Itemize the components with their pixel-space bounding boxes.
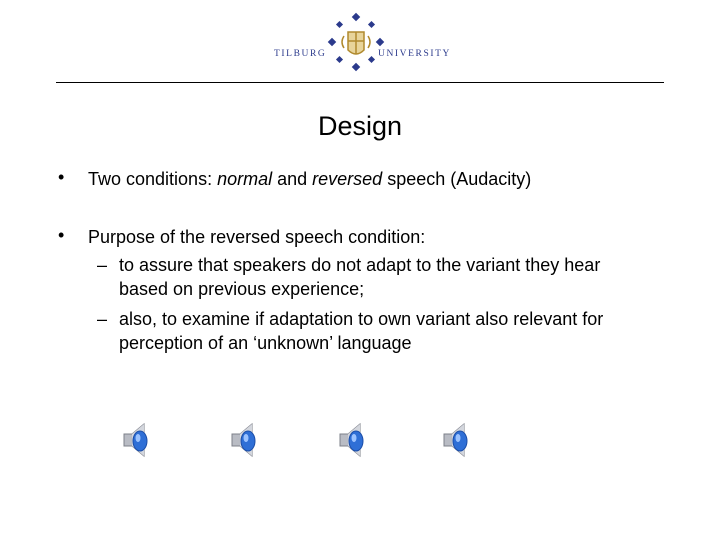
bullet-purpose: Purpose of the reversed speech condition: [88,227,426,247]
speaker-icon [228,420,264,460]
sub2-line2: perception of an ‘unknown’ language [119,333,412,353]
bullet1-normal: normal [217,169,273,189]
sub1-line1: to assure that speakers do not adapt to the variant they hear [119,255,601,275]
speaker-icon [336,420,372,460]
sub-bullet-2 [119,307,679,355]
audio-speaker-1[interactable] [120,420,156,460]
header-divider [56,82,664,83]
bullet-dot: • [58,225,65,245]
speaker-icon [440,420,476,460]
sub-bullet-1 [119,253,679,301]
logo-text-right: UNIVERSITY [378,49,451,59]
logo-text-left: TILBURG [274,49,327,59]
audio-speaker-3[interactable] [336,420,372,460]
sub1-line2: based on previous experience; [119,279,365,299]
audio-speaker-2[interactable] [228,420,264,460]
bullet1-pre: Two conditions: [88,169,218,189]
sub-bullet-dash: – [97,255,108,275]
university-logo [270,12,450,74]
slide-title: Design [317,111,403,141]
speaker-icon [120,420,156,460]
audio-speaker-4[interactable] [440,420,476,460]
sub2-line1: also, to examine if adaptation to own variant also relevant for [119,309,604,329]
bullet1-mid: and [272,169,313,189]
crest-icon [320,12,390,74]
bullet-conditions [88,167,531,191]
sub-bullet-dash: – [97,309,108,329]
bullet1-post: speech (Audacity) [382,169,532,189]
bullet1-reversed: reversed [312,169,383,189]
bullet-dot: • [58,167,65,187]
